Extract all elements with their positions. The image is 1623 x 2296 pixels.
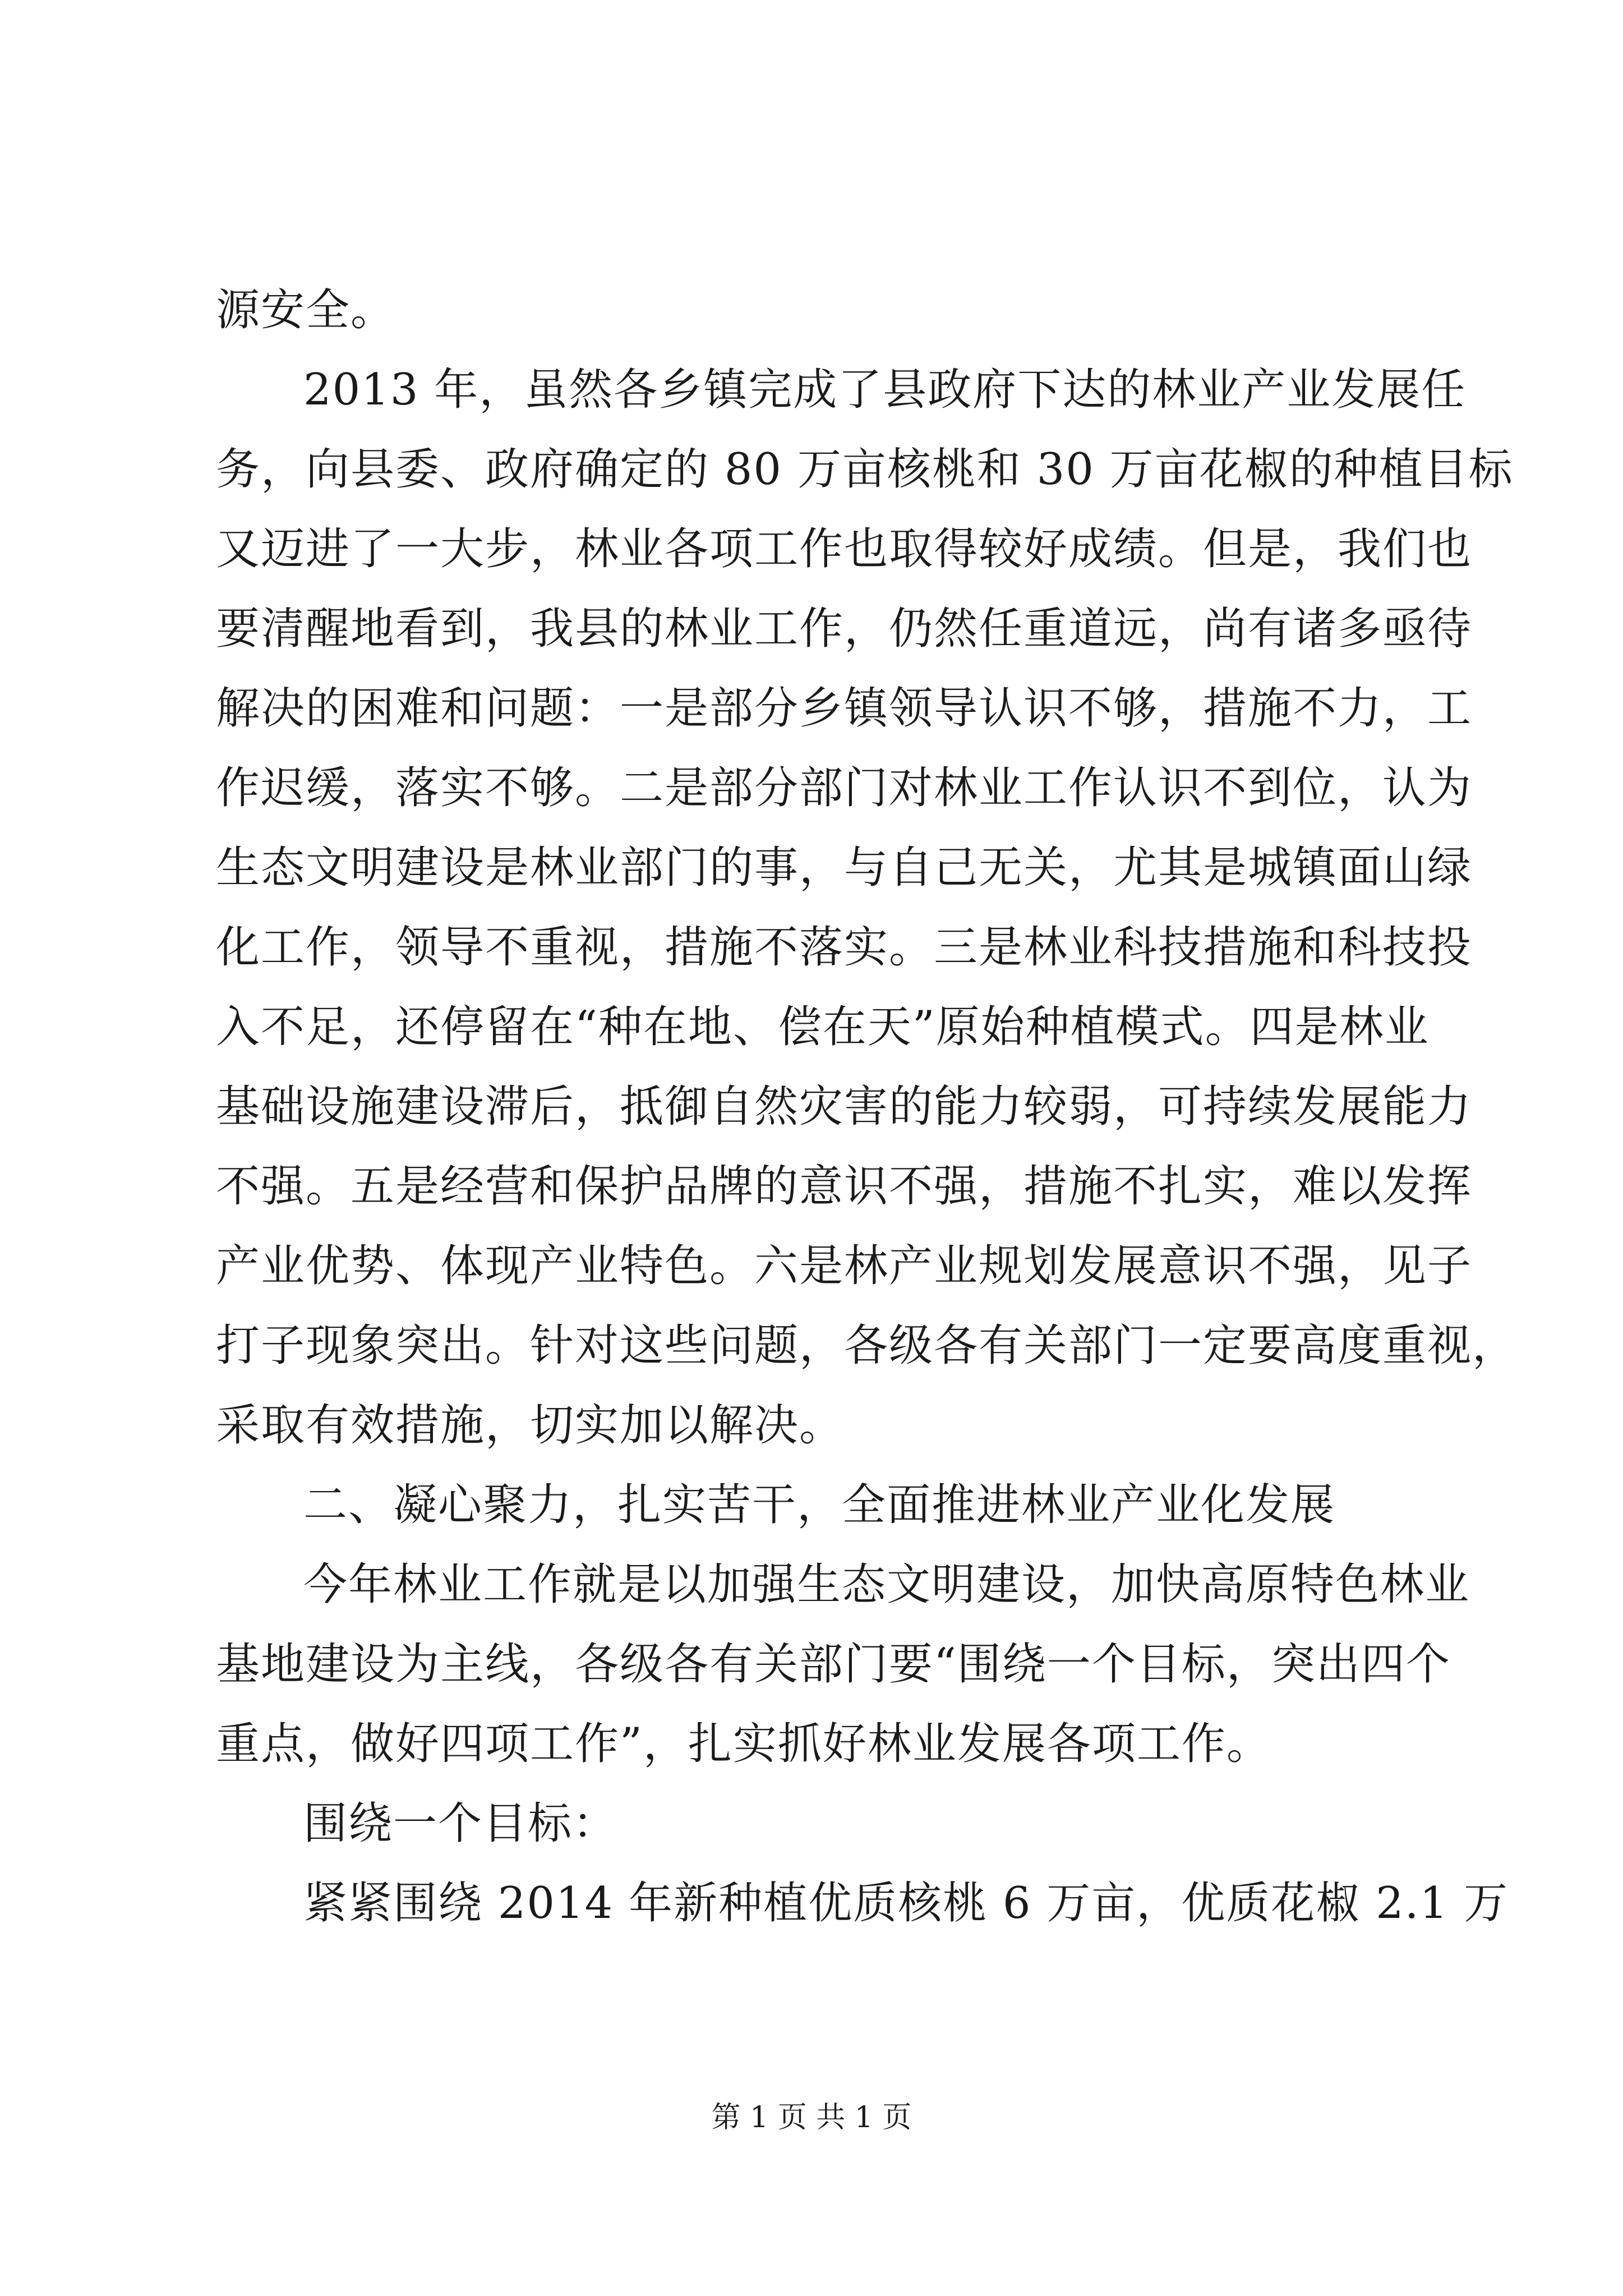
subheading-line: 围绕一个目标： (303, 1798, 618, 1849)
text-line: 化工作，领导不重视，措施不落实。三是林业科技措施和科技投 (216, 922, 1473, 973)
text-line: 打子现象突出。针对这些问题，各级各有关部门一定要高度重视， (216, 1320, 1518, 1371)
paragraph-start-line: 2013 年，虽然各乡镇完成了县政府下达的林业产业发展任 (303, 365, 1467, 415)
text-line: 务，向县委、政府确定的 80 万亩核桃和 30 万亩花椒的种植目标 (216, 444, 1514, 495)
body-text (216, 270, 1518, 1943)
page-footer: 第 1 页 共 1 页 (711, 2101, 912, 2134)
paragraph-start-line: 紧紧围绕 2014 年新种植优质核桃 6 万亩，优质花椒 2.1 万 (303, 1878, 1509, 1929)
text-line: 采取有效措施，切实加以解决。 (216, 1400, 845, 1451)
text-line: 产业优势、体现产业特色。六是林产业规划发展意识不强，见子 (216, 1241, 1473, 1291)
paragraph-start-line: 今年林业工作就是以加强生态文明建设，加快高原特色林业 (303, 1559, 1470, 1610)
text-line: 解决的困难和问题：一是部分乡镇领导认识不够，措施不力，工 (216, 683, 1473, 734)
text-line: 不强。五是经营和保护品牌的意识不强，措施不扎实，难以发挥 (216, 1161, 1473, 1212)
text-line: 要清醒地看到，我县的林业工作，仍然任重道远，尚有诸多亟待 (216, 604, 1473, 654)
text-line: 又迈进了一大步，林业各项工作也取得较好成绩。但是，我们也 (216, 524, 1473, 574)
text-line: 源安全。 (216, 285, 396, 335)
section-heading: 二、凝心聚力，扎实苦干，全面推进林业产业化发展 (303, 1480, 1336, 1530)
text-line: 作迟缓，落实不够。二是部分部门对林业工作认识不到位，认为 (216, 763, 1473, 813)
text-line: 重点，做好四项工作”，扎实抓好林业发展各项工作。 (216, 1719, 1271, 1769)
text-line: 入不足，还停留在“种在地、偿在天”原始种植模式。四是林业 (216, 1002, 1430, 1052)
text-line: 基地建设为主线，各级各有关部门要“围绕一个目标，突出四个 (216, 1639, 1451, 1690)
text-line: 生态文明建设是林业部门的事，与自己无关，尤其是城镇面山绿 (216, 843, 1473, 893)
text-line: 基础设施建设滞后，抵御自然灾害的能力较弱，可持续发展能力 (216, 1082, 1473, 1132)
